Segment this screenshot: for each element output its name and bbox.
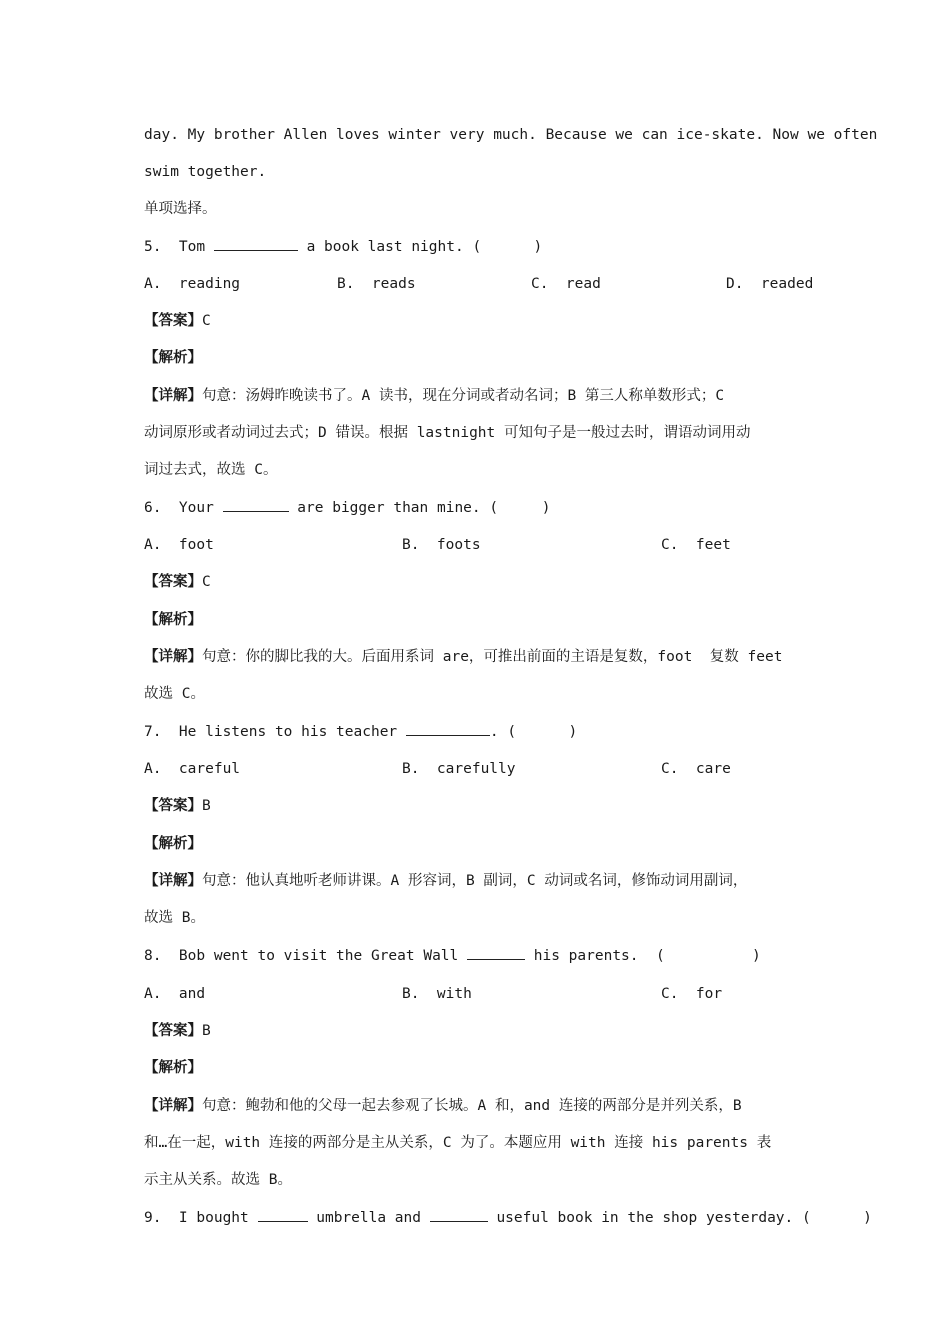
- question-8-option-a: A. and: [144, 986, 206, 1002]
- question-8-detail-3: 示主从关系。故选 B。: [144, 1172, 292, 1188]
- question-6-detail-2: 故选 C。: [144, 686, 205, 702]
- question-9-part-3: useful book in the shop yesterday. ( ): [487, 1210, 872, 1226]
- question-8-option-c: C. for: [661, 986, 723, 1002]
- question-7-option-b: B. carefully: [402, 761, 516, 777]
- question-8-detail-2: 和…在一起，with 连接的两部分是主从关系，C 为了。本题应用 with 连接 his parents 表: [144, 1135, 772, 1151]
- question-5-option-a: A. reading: [144, 276, 241, 292]
- detail-text: 句意：鲍勃和他的父母一起去参观了长城。A 和，and 连接的两部分是并列关系，B: [202, 1098, 742, 1114]
- question-7-answer: [144, 796, 814, 816]
- detail-tag: 【详解】: [144, 1098, 202, 1114]
- question-8-detail-1: [144, 1096, 814, 1116]
- question-7-option-c: C. care: [661, 761, 731, 777]
- question-8-blank: [467, 947, 525, 960]
- question-6-option-c: C. feet: [661, 537, 731, 553]
- detail-text: 句意：你的脚比我的大。后面用系词 are，可推出前面的主语是复数，foot 复数 feet: [202, 649, 783, 665]
- question-7-stem: [144, 722, 814, 742]
- question-5-answer: [144, 311, 814, 331]
- answer-tag: 【答案】: [144, 1023, 202, 1039]
- answer-tag: 【答案】: [144, 798, 202, 814]
- question-5-option-b: B. reads: [337, 276, 416, 292]
- question-8-stem-before: 8. Bob went to visit the Great Wall: [144, 948, 468, 964]
- question-5-detail-3: 词过去式，故选 C。: [144, 462, 278, 478]
- question-8-stem: [144, 946, 814, 966]
- question-7-analysis-tag: 【解析】: [144, 836, 202, 852]
- question-5-detail-1: [144, 386, 814, 406]
- question-5-option-d: D. readed: [726, 276, 814, 292]
- question-9-part-2: umbrella and: [307, 1210, 430, 1226]
- question-6-analysis-tag: 【解析】: [144, 612, 202, 628]
- question-8-analysis-tag: 【解析】: [144, 1060, 202, 1076]
- answer-tag: 【答案】: [144, 574, 202, 590]
- question-5-detail-2: 动词原形或者动词过去式；D 错误。根据 lastnight 可知句子是一般过去时，谓语动词用动: [144, 425, 751, 441]
- section-title: 单项选择。: [144, 201, 217, 217]
- question-5-option-c: C. read: [531, 276, 601, 292]
- question-7-stem-before: 7. He listens to his teacher: [144, 724, 406, 740]
- question-9-stem: [144, 1208, 872, 1228]
- question-9-blank-1: [258, 1209, 308, 1222]
- question-6-answer: [144, 572, 814, 592]
- question-5-stem-after: a book last night. ( ): [297, 239, 543, 255]
- question-5-stem: [144, 237, 814, 257]
- question-5-blank: [214, 238, 298, 251]
- intro-line-1: day. My brother Allen loves winter very much. Because we can ice-skate. Now we often: [144, 127, 878, 143]
- detail-tag: 【详解】: [144, 388, 202, 404]
- question-6-option-b: B. foots: [402, 537, 481, 553]
- detail-tag: 【详解】: [144, 873, 202, 889]
- detail-text: 句意：他认真地听老师讲课。A 形容词，B 副词，C 动词或名词，修饰动词用副词，: [202, 873, 748, 889]
- question-9-blank-2: [430, 1209, 488, 1222]
- answer-value: C: [202, 574, 211, 590]
- question-8-stem-after: his parents. ( ): [525, 948, 761, 964]
- answer-value: B: [202, 798, 211, 814]
- question-6-stem-after: are bigger than mine. ( ): [288, 500, 551, 516]
- intro-line-2: swim together.: [144, 164, 267, 180]
- detail-tag: 【详解】: [144, 649, 202, 665]
- question-7-detail-2: 故选 B。: [144, 910, 205, 926]
- question-6-stem-before: 6. Your: [144, 500, 223, 516]
- answer-value: C: [202, 313, 211, 329]
- question-6-stem: [144, 498, 814, 518]
- question-6-detail-1: [144, 647, 814, 667]
- question-7-blank: [406, 723, 490, 736]
- question-6-option-a: A. foot: [144, 537, 214, 553]
- question-5-stem-before: 5. Tom: [144, 239, 214, 255]
- question-9-part-1: 9. I bought: [144, 1210, 258, 1226]
- answer-tag: 【答案】: [144, 313, 202, 329]
- question-7-stem-after: . ( ): [489, 724, 578, 740]
- detail-text: 句意：汤姆昨晚读书了。A 读书，现在分词或者动名词；B 第三人称单数形式；C: [202, 388, 725, 404]
- question-8-option-b: B. with: [402, 986, 472, 1002]
- question-5-analysis-tag: 【解析】: [144, 350, 202, 366]
- question-6-blank: [223, 499, 289, 512]
- question-7-option-a: A. careful: [144, 761, 241, 777]
- answer-value: B: [202, 1023, 211, 1039]
- question-7-detail-1: [144, 871, 814, 891]
- question-8-answer: [144, 1021, 814, 1041]
